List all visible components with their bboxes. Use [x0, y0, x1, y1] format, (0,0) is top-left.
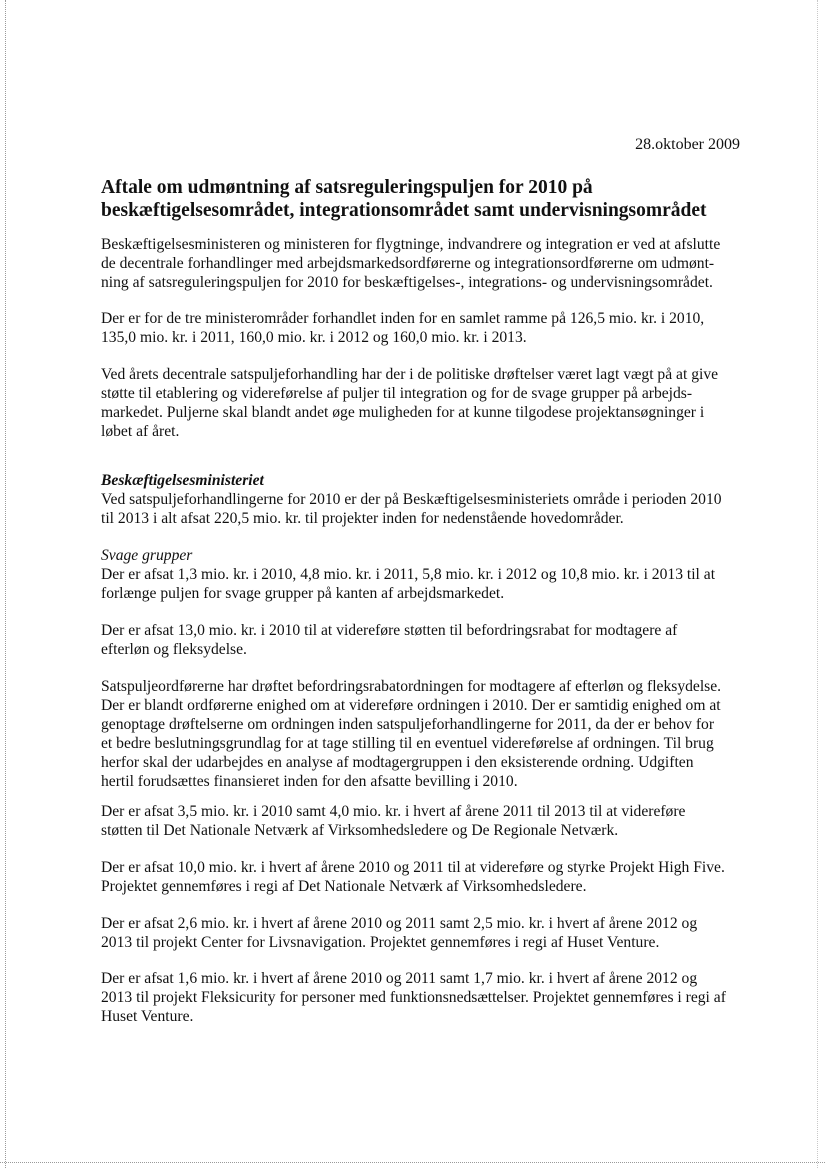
body-paragraph-6: [101, 969, 751, 1026]
text-line: efterløn og fleksydelse.: [101, 641, 247, 658]
text-line: støtten til Det Nationale Netværk af Virksomhedsledere og De Regionale Netværk.: [101, 822, 619, 839]
body-paragraph-1: [101, 621, 751, 659]
text-line: 135,0 mio. kr. i 2011, 160,0 mio. kr. i 2012 og 160,0 mio. kr. i 2013.: [101, 329, 527, 346]
text-line: Der er afsat 10,0 mio. kr. i hvert af årene 2010 og 2011 til at videreføre og styrke Projekt High Five.: [101, 859, 725, 876]
text-line: 2013 til projekt Center for Livsnavigation. Projektet gennemføres i regi af Huset Venture.: [101, 934, 660, 951]
scan-right-edge: [817, 0, 818, 1168]
text-line: Der er for de tre ministerområder forhandlet inden for en samlet ramme på 126,5 mio. kr. i 2010,: [101, 310, 705, 327]
body-paragraph-5: [101, 914, 751, 952]
text-line: et bedre beslutningsgrundlag for at tage stilling til en eventuel videreførelse af ordningen. Til brug: [101, 735, 714, 752]
text-line: Projektet gennemføres i regi af Det Nationale Netværk af Virksomhedsledere.: [101, 878, 587, 895]
text-line: Der er afsat 1,6 mio. kr. i hvert af årene 2010 og 2011 samt 1,7 mio. kr. i hvert af årene 2012 og: [101, 970, 698, 987]
text-line: ning af satsreguleringspuljen for 2010 for beskæftigelses-, integrations- og undervisningsområdet.: [101, 274, 713, 291]
scan-left-edge: [5, 0, 6, 1168]
body-paragraph-4: [101, 858, 751, 896]
text-line: Satspuljeordførerne har drøftet befordringsrabatordningen for modtagere af efterløn og fleksydelse.: [101, 678, 722, 695]
document-date: 28.oktober 2009: [635, 136, 740, 153]
text-line: Der er afsat 2,6 mio. kr. i hvert af årene 2010 og 2011 samt 2,5 mio. kr. i hvert af årene 2012 og: [101, 915, 698, 932]
text-line: de decentrale forhandlinger med arbejdsmarkedsordførerne og integrationsordførerne om udmønt-: [101, 255, 715, 272]
text-line: Ved satspuljeforhandlingerne for 2010 er der på Beskæftigelsesministeriets område i perioden 2010: [101, 491, 722, 508]
intro-paragraph-2: [101, 309, 751, 347]
text-line: genoptage drøftelserne om ordningen inden satspuljeforhandlingerne for 2011, da der er behov for: [101, 716, 715, 733]
intro-paragraph-1: [101, 235, 751, 292]
text-line: Der er afsat 1,3 mio. kr. i 2010, 4,8 mio. kr. i 2011, 5,8 mio. kr. i 2012 og 10,8 mio. kr. i 2013 til at: [101, 566, 716, 583]
text-line: herfor skal der udarbejdes en analyse af modtagergruppen i den eksisterende ordning. Udgiften: [101, 754, 694, 771]
text-line: til 2013 i alt afsat 220,5 mio. kr. til projekter inden for nedenstående hovedområder.: [101, 510, 624, 527]
subsection-heading: Svage grupper: [101, 547, 193, 564]
body-paragraph-3: [101, 802, 751, 840]
text-line: Ved årets decentrale satspuljeforhandling har der i de politiske drøftelser været lagt vægt på at give: [101, 366, 719, 383]
section-heading: Beskæftigelsesministeriet: [101, 472, 264, 489]
title-line: Aftale om udmøntning af satsreguleringspuljen for 2010 på: [101, 177, 593, 198]
text-line: hertil forudsættes finansieret inden for den afsatte bevilling i 2010.: [101, 773, 518, 790]
intro-paragraph-3: [101, 365, 751, 441]
title-line: beskæftigelsesområdet, integrationsområdet samt undervisningsområdet: [101, 200, 707, 221]
text-line: markedet. Puljerne skal blandt andet øge muligheden for at kunne tilgodese projektansøgninger i: [101, 404, 705, 421]
text-line: 2013 til projekt Fleksicurity for personer med funktionsnedsættelser. Projektet gennemføres i regi af: [101, 989, 726, 1006]
section-beskaeftigelsesministeriet: [101, 471, 751, 528]
text-line: Huset Venture.: [101, 1008, 194, 1025]
text-line: støtte til etablering og videreførelse af puljer til integration og for de svage grupper på arbejds-: [101, 385, 693, 402]
text-line: forlænge puljen for svage grupper på kanten af arbejdsmarkedet.: [101, 585, 505, 602]
text-line: Der er afsat 3,5 mio. kr. i 2010 samt 4,0 mio. kr. i hvert af årene 2011 til 2013 til at videreføre: [101, 803, 686, 820]
text-line: løbet af året.: [101, 423, 180, 440]
text-line: Der er blandt ordførerne enighed om at videreføre ordningen i 2010. Der er samtidig enighed om at: [101, 697, 721, 714]
document-title: [101, 176, 761, 222]
subsection-svage-grupper: [101, 546, 751, 603]
text-line: Der er afsat 13,0 mio. kr. i 2010 til at videreføre støtten til befordringsrabat for modtagere af: [101, 622, 678, 639]
scan-bottom-edge: [0, 1162, 825, 1163]
text-line: Beskæftigelsesministeren og ministeren for flygtninge, indvandrere og integration er ved at afslutte: [101, 236, 721, 253]
body-paragraph-2: [101, 677, 751, 791]
